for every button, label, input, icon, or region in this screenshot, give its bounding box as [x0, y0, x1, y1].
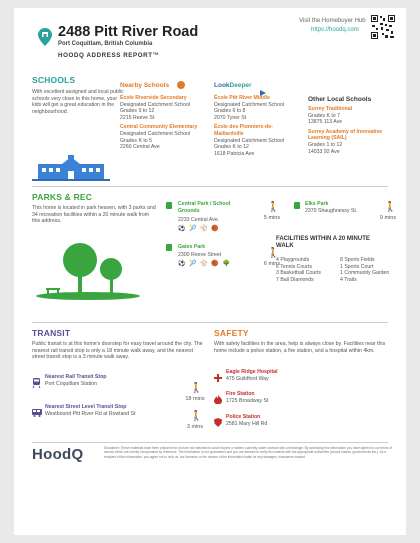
page-title: 2488 Pitt River Road	[58, 24, 199, 40]
parks-title: PARKS & REC	[32, 192, 93, 202]
school-grades: Grades 6 to 8	[214, 108, 246, 115]
section-divider	[32, 186, 388, 187]
location-pin-icon	[38, 28, 52, 46]
walk-time: 18 mins	[185, 396, 205, 402]
park-name[interactable]: Elks Park	[305, 201, 329, 207]
facility-count: 8 Sports Fields	[340, 257, 375, 263]
section-divider	[32, 322, 388, 323]
city-subtitle: Port Coquitlam, British Columbia	[58, 41, 153, 47]
safety-facility-address: 2581 Mary Hill Rd	[226, 421, 268, 427]
walking-person-icon: 🚶	[190, 383, 203, 394]
report-page	[14, 8, 406, 535]
facilities-title: FACILITIES WITHIN A 20 MINUTE WALK	[276, 236, 370, 250]
parks-description: This home is located in park heaven, with 3 parks and 34 recreation facilities within a 20 minute walk from this address.	[32, 205, 156, 225]
school-grades: Grades K to 5	[120, 137, 153, 144]
train-icon	[32, 375, 41, 385]
safety-facility-address: 1725 Broadway St	[226, 398, 269, 404]
schools-description: With excellent assigned and local public schools very close to this home, your kids will get a great education in the neighbourhood.	[32, 89, 124, 115]
qr-code	[370, 14, 396, 40]
safety-title: SAFETY	[214, 328, 249, 338]
fire-icon	[214, 391, 222, 400]
school-name: Surrey Traditional	[308, 106, 353, 112]
facility-icons: ⚽ 🎾 ⚾ 🏀	[178, 226, 220, 232]
nearby-school-list	[120, 95, 208, 151]
park-pin-icon	[294, 202, 300, 209]
school-type: Designated Catchment School	[120, 101, 191, 108]
school-grades: Grades K to 12	[214, 144, 249, 151]
school-name: Central Community Elementary	[120, 124, 198, 131]
school-address: 13875 113 Ave	[308, 119, 343, 126]
facility-count: 6 Tennis Courts	[276, 263, 312, 270]
list-item[interactable]	[214, 95, 302, 121]
hoodq-logo: HoodQ	[32, 446, 84, 463]
facility-count: 4 Playgrounds	[276, 257, 310, 263]
school-info-icon	[177, 81, 185, 89]
other-school-list	[308, 106, 394, 155]
section-divider	[32, 442, 388, 443]
trees-illustration	[36, 236, 140, 300]
other-schools-heading: Other Local Schools	[308, 96, 372, 103]
lookdeeper-logo	[214, 82, 252, 89]
school-address: 2070 Tyner St	[214, 114, 247, 121]
school-building-icon	[32, 155, 110, 181]
walking-person-icon: 🚶	[267, 202, 280, 213]
walking-person-icon: 🚶	[267, 248, 280, 259]
transit-stop-name[interactable]: Nearest Rail Transit Stop	[45, 374, 107, 380]
safety-facility-address: 475 Guildford Way	[226, 376, 269, 382]
walk-time: 3 mins	[186, 424, 204, 430]
disclaimer: Disclaimer: These materials have been prepared for and are not intended to solicit buyers or sellers currently under contract with a brokerage. By accessing this information you have agreed to our terms of service which are hereby incorporated by reference. The information is not guaranteed and you are advised to verify its contents with the appropriate authorities (school boards, governments etc.). As a recipient of this information, you agree not to hold us, our licensors or the owners of the information liable for any damages, howsoever caused.	[104, 446, 393, 459]
school-type: Designated Catchment School	[120, 130, 191, 137]
list-item[interactable]	[120, 95, 208, 121]
walking-person-icon: 🚶	[384, 202, 397, 213]
park-pin-icon	[166, 244, 172, 251]
report-title: HOODQ ADDRESS REPORT™	[58, 52, 160, 59]
facility-count: 3 Basketball Courts	[276, 270, 321, 277]
park-address: 2370 Shaughnessy St.	[305, 208, 358, 214]
visit-link[interactable]: https://hoodq.com	[311, 27, 359, 33]
walk-time: 9 mins	[379, 215, 397, 221]
school-name: École des Pionniers-de-Maillardville	[214, 124, 273, 137]
facilities-left-list	[276, 257, 340, 283]
hospital-icon	[214, 369, 222, 377]
transit-stop-detail: Port Coquitlam Station	[45, 381, 97, 387]
park-name[interactable]: Gates Park	[178, 244, 206, 250]
transit-stop-detail: Westbound Pitt River Rd at Rowland St	[45, 411, 136, 417]
walking-person-icon: 🚶	[190, 411, 203, 422]
walk-time: 6 mins	[263, 261, 281, 267]
park-address: 2233 Central Ave.	[178, 217, 220, 223]
lookdeeper-deeper: Deeper	[229, 82, 252, 89]
school-type: Designated Catchment School	[214, 137, 285, 144]
facility-count: 7 Ball Diamonds	[276, 276, 314, 283]
schools-title: SCHOOLS	[32, 75, 76, 85]
safety-facility-name[interactable]: Fire Station	[226, 391, 255, 397]
school-address: 14033 92 Ave	[308, 148, 340, 155]
walk-time: 5 mins	[263, 215, 281, 221]
school-name: École Riverside Secondary	[120, 95, 187, 101]
bus-icon	[32, 404, 42, 412]
facility-icons: ⚽ 🎾 ⚾ 🏀 🌳	[178, 261, 232, 267]
lookdeeper-look: Look	[214, 82, 230, 89]
facility-count: 4 Trails	[340, 276, 357, 283]
park-name[interactable]: Central Park / School Grounds	[178, 201, 231, 214]
list-item[interactable]	[120, 124, 208, 150]
transit-title: TRANSIT	[32, 328, 71, 338]
facility-count: 1 Community Garden	[340, 270, 390, 277]
park-address: 2300 Reeve Street	[178, 252, 222, 258]
school-type: Designated Catchment School	[214, 101, 285, 108]
facility-count: 1 Sports Court	[340, 263, 374, 270]
park-pin-icon	[166, 202, 172, 209]
lookdeeper-school-list	[214, 95, 302, 157]
school-address: 2215 Reeve St	[120, 114, 155, 121]
safety-facility-name[interactable]: Eagle Ridge Hospital	[226, 369, 278, 375]
school-address: 1618 Patricia Ave	[214, 150, 255, 157]
school-name: École Pitt River Middle	[214, 95, 270, 101]
list-item[interactable]	[214, 124, 302, 157]
police-badge-icon	[214, 414, 222, 423]
nearby-schools-heading: Nearby Schools	[120, 82, 170, 89]
facilities-right-list	[340, 257, 392, 283]
school-name: Surrey Academy of Innovative Learning (SAIL)	[308, 128, 383, 142]
school-grades: Grades 9 to 12	[120, 108, 155, 115]
school-grades: Grades 1 to 12	[308, 141, 343, 148]
lookdeeper-arrow-icon	[260, 83, 266, 89]
school-grades: Grades K to 7	[308, 112, 341, 119]
list-item[interactable]	[308, 106, 394, 126]
transit-stop-name[interactable]: Nearest Street Level Transit Stop	[45, 404, 127, 410]
transit-description: Public transit is at this home's doorstep for easy travel around the city. The nearest rail transit stop is only a 18 minute walk away, and the nearest street transit stop is a 3 minute walk away.	[32, 341, 203, 361]
list-item[interactable]	[308, 129, 394, 155]
safety-facility-name[interactable]: Police Station	[226, 414, 261, 420]
safety-description: With safety facilities in the area, help is always close by. Facilities near this home include a police station, a fire station, and a hospital within 4km.	[214, 341, 386, 354]
visit-label: Visit the Homebuyer Hub	[299, 18, 366, 24]
school-address: 2260 Central Ave	[120, 144, 160, 151]
